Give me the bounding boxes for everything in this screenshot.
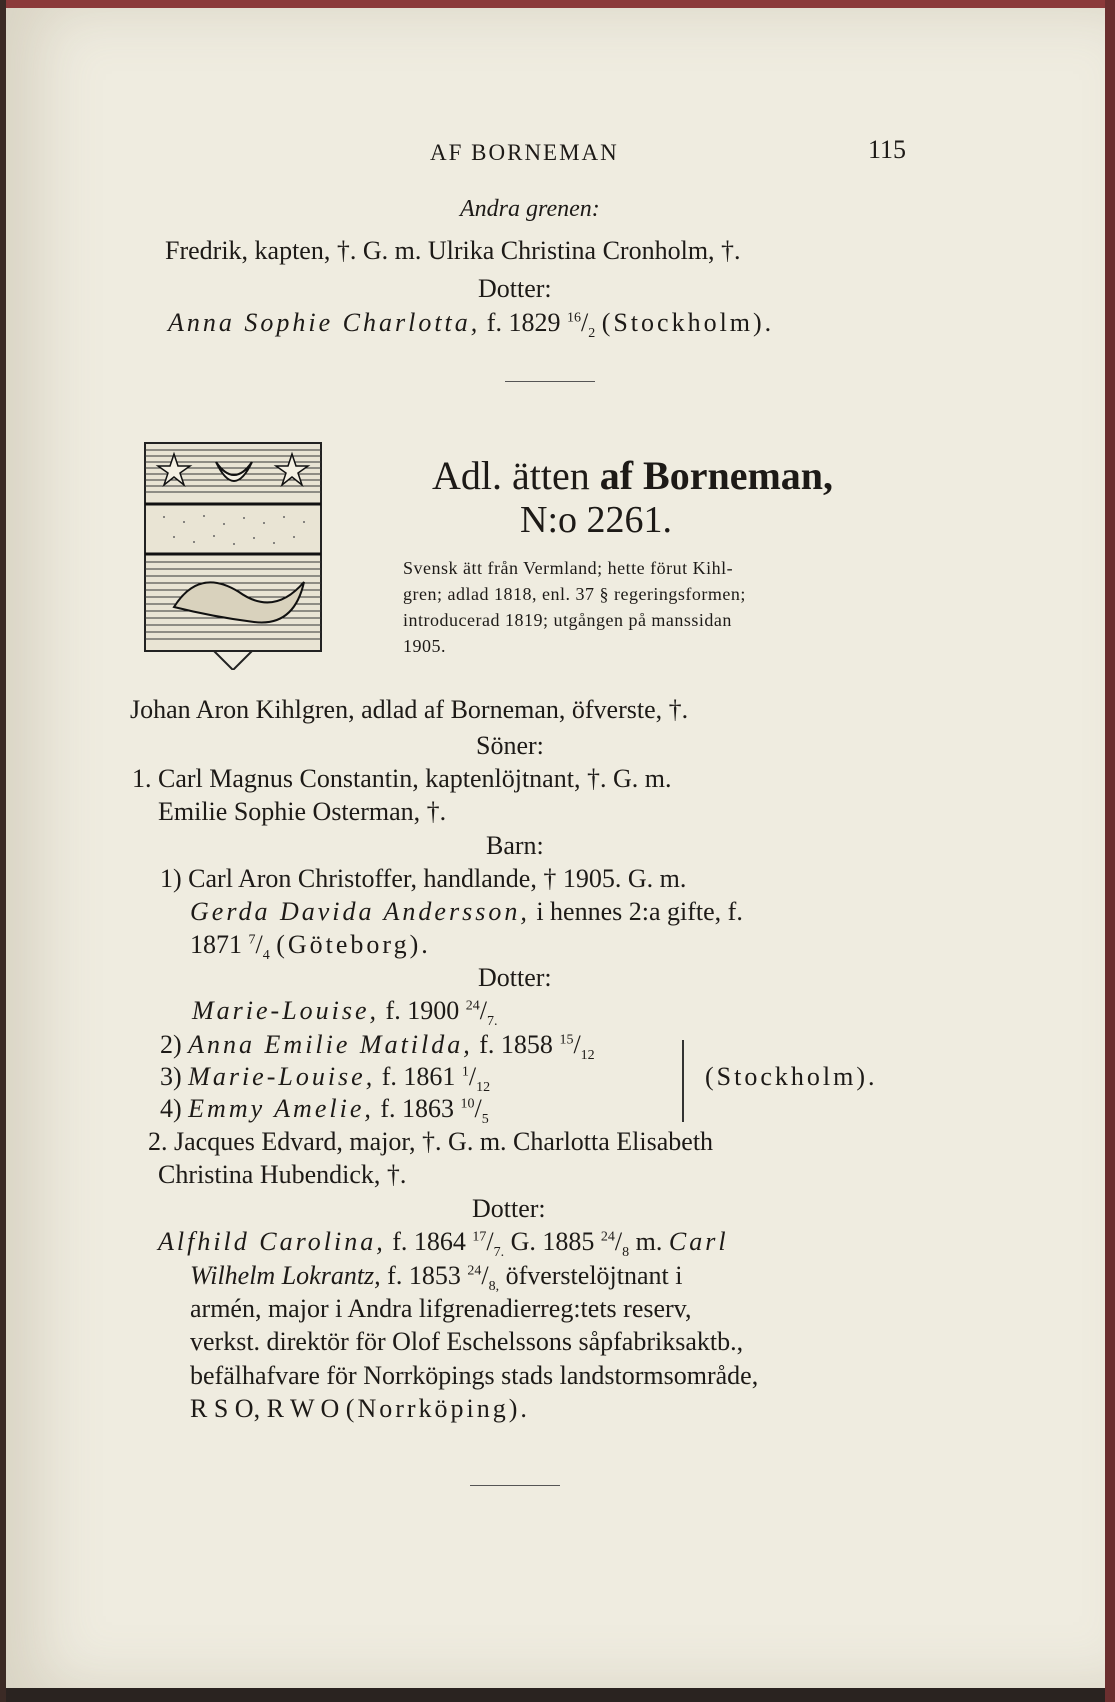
grandchild-dotter-label: Dotter: — [478, 963, 552, 992]
book-edge-right — [1105, 0, 1115, 1702]
family-description-line: 1905. — [403, 636, 446, 656]
son2-dotter-label: Dotter: — [472, 1194, 546, 1223]
child4-entry: 4) Emmy Amelie, f. 1863 $^{10}/_5$ — [160, 1094, 489, 1128]
child4-born: f. 1863 — [380, 1094, 455, 1123]
child2-day: 15 — [559, 1032, 574, 1048]
child3-entry: 3) Marie-Louise, f. 1861 $^1/_{12}$ — [160, 1062, 491, 1096]
daughter-name: Alfhild Carolina, — [158, 1227, 386, 1256]
spouse-born: f. 1853 — [387, 1261, 461, 1290]
branch-dotter-born: f. 1829 — [486, 308, 561, 337]
family-title-prefix: Adl. ätten — [432, 453, 590, 498]
book-edge-top — [0, 0, 1115, 8]
daughter-married-m: m. — [635, 1227, 663, 1256]
branch-dotter-date-num: 16 — [566, 310, 581, 326]
family-title — [432, 452, 833, 499]
daughter-day: 17 — [472, 1229, 487, 1245]
founder-line: Johan Aron Kihlgren, adlad af Borneman, öfverste, †. — [130, 695, 689, 724]
branch-dotter-label: Dotter: — [478, 274, 552, 303]
family-number: N:o 2261. — [520, 499, 672, 541]
branch-line: Fredrik, kapten, †. G. m. Ulrika Christina Cronholm, †. — [165, 236, 741, 265]
daughter-married-day: 24 — [600, 1229, 615, 1245]
soner-label: Söner: — [476, 731, 544, 760]
coat-of-arms-icon — [144, 442, 322, 670]
grandchild-name: Marie-Louise, — [192, 996, 380, 1025]
child1-spouse-place: (Göteborg). — [276, 930, 431, 959]
child1-spouse-year: 1871 — [190, 930, 242, 959]
spouse-place: (Norrköping). — [345, 1394, 530, 1423]
son2-daughter-entry: Alfhild Carolina, f. 1864 $^{17}/_{7.}$ G. 1885 $^{24}/_8$ m. Carl — [158, 1227, 729, 1261]
grandchild-day: 24 — [465, 998, 480, 1014]
daughter-married-month: 8 — [622, 1245, 630, 1261]
child3-name: Marie-Louise, — [188, 1062, 376, 1091]
grandchild-month: 7. — [486, 1014, 498, 1030]
child1-spouse-day: 7 — [248, 932, 256, 948]
branch-dotter-name: Anna Sophie Charlotta, — [168, 308, 481, 337]
child1-spouse-name: Gerda Davida Andersson, — [190, 897, 530, 926]
spouse-month: 8, — [488, 1279, 500, 1295]
running-title: AF BORNEMAN — [430, 140, 619, 165]
grandchild-entry: Marie-Louise, f. 1900 $^{24}/_{7.}$ — [192, 996, 498, 1030]
child3-month: 12 — [476, 1080, 491, 1096]
family-description-line: Svensk ätt från Vermland; hette förut Kihl- — [403, 558, 734, 578]
branch-dotter-date-den: 2 — [588, 326, 596, 342]
child4-name: Emmy Amelie, — [188, 1094, 374, 1123]
child3-born: f. 1861 — [381, 1062, 456, 1091]
branch-dotter-place: (Stockholm). — [601, 308, 775, 337]
end-divider — [470, 1485, 560, 1486]
child1-spouse-month: 4 — [262, 948, 270, 964]
children-brace — [682, 1040, 684, 1122]
spouse-career-line: befälhafvare för Norrköpings stads landstormsområde, — [190, 1361, 759, 1390]
child3-day: 1 — [461, 1064, 469, 1080]
family-description-line: introducerad 1819; utgången på manssidan — [403, 610, 732, 630]
spouse-first-name: Carl — [668, 1227, 729, 1256]
daughter-married: G. 1885 — [510, 1227, 595, 1256]
spouse-career-line: armén, major i Andra lifgrenadierreg:tets reserv, — [190, 1294, 692, 1323]
son1-line: 1. Carl Magnus Constantin, kaptenlöjtnant, †. G. m. — [132, 764, 672, 793]
spouse-name: Wilhelm Lokrantz, — [190, 1261, 381, 1290]
child1-line: 1) Carl Aron Christoffer, handlande, † 1905. G. m. — [160, 864, 687, 893]
child4-month: 5 — [481, 1112, 489, 1128]
child2-entry: 2) Anna Emilie Matilda, f. 1858 $^{15}/_{12}$ — [160, 1030, 595, 1064]
child1-spouse-birth: 1871 $^7/_4$ (Göteborg). — [190, 930, 431, 964]
grandchild-born: f. 1900 — [385, 996, 460, 1025]
spouse-orders-line — [190, 1394, 530, 1424]
spouse-orders: R S O, R W O — [190, 1394, 340, 1423]
children-place: (Stockholm). — [705, 1062, 878, 1091]
son1-spouse-line: Emilie Sophie Osterman, †. — [158, 797, 447, 826]
section-divider — [505, 381, 595, 382]
branch-heading: Andra grenen: — [460, 196, 600, 222]
spouse-career-line: verkst. direktör för Olof Eschelssons såpfabriksaktb., — [190, 1327, 744, 1356]
child2-born: f. 1858 — [479, 1030, 553, 1059]
child1-spouse-rest: i hennes 2:a gifte, f. — [536, 897, 743, 926]
spouse-title: öfverstelöjtnant i — [505, 1261, 683, 1290]
child2-name: Anna Emilie Matilda, — [188, 1030, 473, 1059]
book-spine — [0, 0, 6, 1702]
child1-spouse-line — [190, 897, 743, 927]
page-number: 115 — [868, 135, 907, 164]
barn-label: Barn: — [486, 831, 544, 860]
son2-spouse-line: Christina Hubendick, †. — [158, 1160, 407, 1189]
family-description-line: gren; adlad 1818, enl. 37 § regeringsformen; — [403, 584, 746, 604]
child4-day: 10 — [460, 1096, 475, 1112]
daughter-born: f. 1864 — [392, 1227, 466, 1256]
daughter-month: 7. — [493, 1245, 505, 1261]
spouse-entry: Wilhelm Lokrantz, f. 1853 $^{24}/_{8,}$ öfverstelöjtnant i — [190, 1261, 683, 1295]
spouse-day: 24 — [467, 1263, 482, 1279]
son2-line: 2. Jacques Edvard, major, †. G. m. Charlotta Elisabeth — [148, 1127, 714, 1156]
child3-number: 3) — [160, 1062, 182, 1091]
child2-month: 12 — [580, 1048, 595, 1064]
child2-number: 2) — [160, 1030, 182, 1059]
branch-dotter-entry: Anna Sophie Charlotta, f. 1829 $^{16}/_2$ (Stockholm). — [168, 308, 775, 342]
child4-number: 4) — [160, 1094, 182, 1123]
family-title-name: af Borneman, — [599, 453, 834, 498]
